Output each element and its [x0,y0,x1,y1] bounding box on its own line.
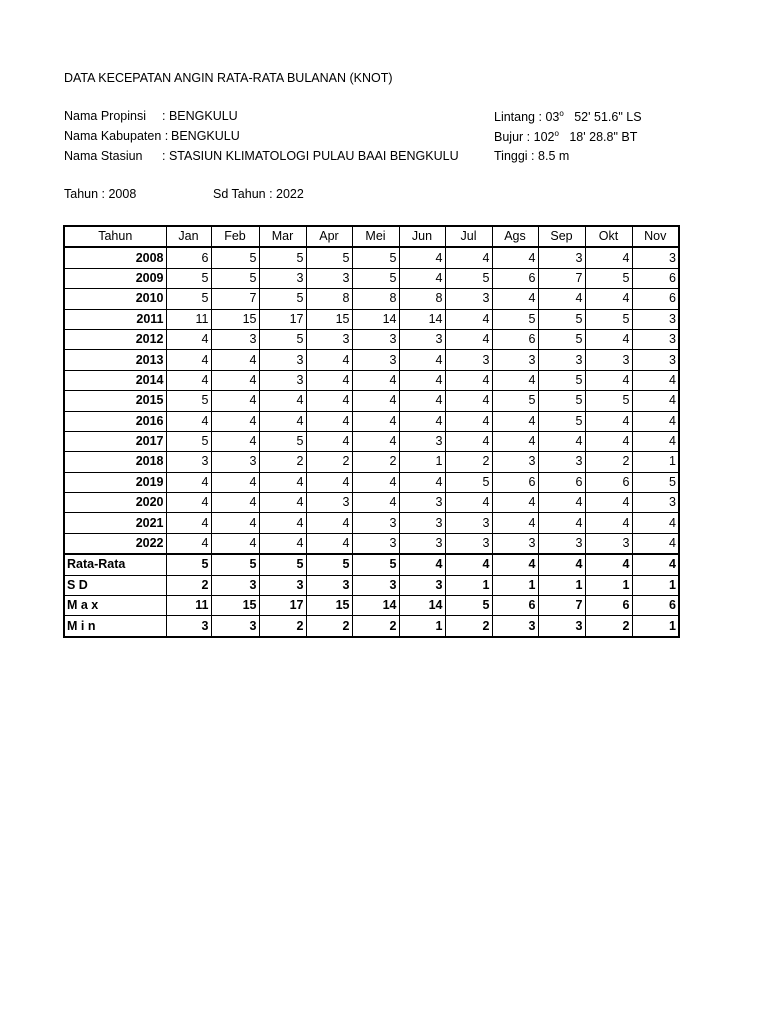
value-cell: 3 [492,533,538,554]
value-cell: 4 [211,411,259,431]
stat-value-cell: 1 [399,616,445,637]
stat-label: M a x [64,596,166,616]
value-cell: 4 [259,391,306,411]
value-cell: 14 [399,309,445,329]
stat-value-cell: 17 [259,596,306,616]
bujur-label: Bujur : [494,130,531,145]
value-cell: 6 [632,268,679,288]
stat-value-cell: 2 [352,616,399,637]
value-cell: 4 [211,431,259,451]
table-row [64,472,679,492]
value-cell: 5 [492,309,538,329]
table-row [64,350,679,370]
stat-value-cell: 4 [632,554,679,575]
column-header-mei: Mei [352,226,399,247]
year-cell: 2010 [64,289,166,309]
column-header-sep: Sep [538,226,585,247]
value-cell: 3 [538,350,585,370]
stat-value-cell: 1 [538,575,585,595]
value-cell: 4 [166,370,211,390]
column-header-jun: Jun [399,226,445,247]
value-cell: 4 [632,370,679,390]
value-cell: 5 [585,391,632,411]
value-cell: 3 [306,329,352,349]
value-cell: 6 [538,472,585,492]
tinggi-label: Tinggi : [494,149,535,163]
table-row [64,533,679,554]
value-cell: 4 [211,513,259,533]
value-cell: 4 [445,493,492,513]
value-cell: 5 [585,268,632,288]
value-cell: 6 [166,247,211,268]
kabupaten-value: BENGKULU [171,129,240,143]
wind-speed-table [63,225,680,638]
table-row [64,452,679,472]
value-cell: 5 [445,268,492,288]
stat-value-cell: 2 [259,616,306,637]
year-cell: 2017 [64,431,166,451]
value-cell: 4 [492,513,538,533]
value-cell: 5 [211,247,259,268]
value-cell: 15 [211,309,259,329]
value-cell: 4 [259,533,306,554]
value-cell: 4 [632,431,679,451]
value-cell: 6 [632,289,679,309]
stat-value-cell: 3 [306,575,352,595]
value-cell: 4 [166,411,211,431]
value-cell: 5 [538,370,585,390]
stat-value-cell: 2 [585,616,632,637]
stat-value-cell: 15 [211,596,259,616]
value-cell: 4 [352,472,399,492]
degree-symbol: o [559,109,564,118]
value-cell: 4 [632,513,679,533]
year-cell: 2014 [64,370,166,390]
value-cell: 4 [492,247,538,268]
year-cell: 2021 [64,513,166,533]
stat-value-cell: 3 [492,616,538,637]
year-cell: 2015 [64,391,166,411]
table-row [64,431,679,451]
value-cell: 5 [585,309,632,329]
table-row [64,309,679,329]
value-cell: 4 [259,493,306,513]
value-cell: 4 [211,533,259,554]
year-cell: 2008 [64,247,166,268]
value-cell: 4 [445,329,492,349]
value-cell: 4 [399,268,445,288]
value-cell: 17 [259,309,306,329]
value-cell: 4 [585,289,632,309]
column-header-nov: Nov [632,226,679,247]
value-cell: 4 [399,391,445,411]
value-cell: 4 [538,431,585,451]
value-cell: 5 [166,391,211,411]
value-cell: 4 [632,391,679,411]
stat-value-cell: 2 [445,616,492,637]
stat-value-cell: 5 [352,554,399,575]
value-cell: 4 [306,472,352,492]
value-cell: 2 [352,452,399,472]
table-row [64,370,679,390]
table-row [64,289,679,309]
stasiun-label: Nama Stasiun [64,149,143,163]
value-cell: 5 [632,472,679,492]
value-cell: 4 [585,247,632,268]
propinsi-row [64,109,238,123]
value-cell: 3 [259,370,306,390]
table-row [64,513,679,533]
stat-value-cell: 5 [445,596,492,616]
stat-row [64,596,679,616]
table-row [64,268,679,288]
stat-value-cell: 4 [585,554,632,575]
column-header-feb: Feb [211,226,259,247]
bujur-rest: 18' 28.8" BT [569,130,638,145]
value-cell: 4 [538,289,585,309]
value-cell: 4 [445,431,492,451]
year-cell: 2022 [64,533,166,554]
value-cell: 3 [632,309,679,329]
stat-value-cell: 2 [306,616,352,637]
value-cell: 4 [585,411,632,431]
value-cell: 5 [259,289,306,309]
value-cell: 4 [492,411,538,431]
value-cell: 4 [306,431,352,451]
stat-value-cell: 4 [492,554,538,575]
year-cell: 2013 [64,350,166,370]
value-cell: 2 [585,452,632,472]
table-row [64,247,679,268]
value-cell: 4 [352,493,399,513]
value-cell: 2 [306,452,352,472]
value-cell: 4 [538,513,585,533]
value-cell: 4 [632,411,679,431]
value-cell: 4 [211,350,259,370]
value-cell: 3 [538,533,585,554]
column-header-okt: Okt [585,226,632,247]
stat-value-cell: 15 [306,596,352,616]
column-header-jul: Jul [445,226,492,247]
value-cell: 3 [399,431,445,451]
value-cell: 4 [492,431,538,451]
stat-value-cell: 3 [399,575,445,595]
tahun-from: Tahun : 2008 [64,187,137,201]
kabupaten-row [64,129,240,143]
value-cell: 4 [585,329,632,349]
value-cell: 5 [492,391,538,411]
value-cell: 5 [259,247,306,268]
value-cell: 6 [492,329,538,349]
degree-symbol: o [554,129,559,138]
stat-value-cell: 1 [492,575,538,595]
value-cell: 8 [306,289,352,309]
propinsi-value: : BENGKULU [162,109,238,123]
value-cell: 4 [399,370,445,390]
column-header-tahun: Tahun [64,226,166,247]
tinggi-row [494,149,569,163]
value-cell: 3 [259,268,306,288]
stat-value-cell: 3 [352,575,399,595]
value-cell: 4 [306,370,352,390]
value-cell: 4 [585,493,632,513]
lintang-rest: 52' 51.6" LS [574,110,642,125]
value-cell: 3 [399,493,445,513]
value-cell: 4 [352,370,399,390]
value-cell: 1 [632,452,679,472]
value-cell: 1 [399,452,445,472]
value-cell: 4 [399,247,445,268]
kabupaten-label: Nama Kabupaten : [64,129,169,143]
value-cell: 4 [211,472,259,492]
value-cell: 3 [306,268,352,288]
value-cell: 4 [492,493,538,513]
stat-value-cell: 6 [585,596,632,616]
propinsi-label: Nama Propinsi [64,109,146,123]
value-cell: 4 [306,350,352,370]
stat-value-cell: 5 [259,554,306,575]
value-cell: 5 [259,329,306,349]
value-cell: 3 [306,493,352,513]
bujur-degree: 102 [533,130,555,145]
value-cell: 4 [306,411,352,431]
value-cell: 3 [538,247,585,268]
stat-value-cell: 14 [352,596,399,616]
value-cell: 5 [445,472,492,492]
value-cell: 3 [492,350,538,370]
value-cell: 3 [445,533,492,554]
value-cell: 3 [211,329,259,349]
value-cell: 2 [445,452,492,472]
stat-row [64,575,679,595]
stat-value-cell: 14 [399,596,445,616]
value-cell: 4 [399,350,445,370]
stat-label: S D [64,575,166,595]
value-cell: 3 [632,329,679,349]
value-cell: 4 [352,411,399,431]
stat-value-cell: 5 [211,554,259,575]
value-cell: 4 [166,533,211,554]
value-cell: 5 [538,391,585,411]
value-cell: 4 [445,411,492,431]
value-cell: 5 [166,268,211,288]
column-header-ags: Ags [492,226,538,247]
year-cell: 2012 [64,329,166,349]
table-row [64,493,679,513]
value-cell: 4 [492,289,538,309]
stat-value-cell: 5 [166,554,211,575]
value-cell: 4 [352,391,399,411]
value-cell: 4 [166,350,211,370]
value-cell: 4 [166,493,211,513]
value-cell: 3 [445,289,492,309]
value-cell: 4 [585,431,632,451]
value-cell: 3 [352,513,399,533]
value-cell: 5 [538,329,585,349]
stat-value-cell: 3 [211,616,259,637]
value-cell: 4 [492,370,538,390]
value-cell: 3 [211,452,259,472]
stat-row [64,616,679,637]
value-cell: 5 [166,289,211,309]
value-cell: 11 [166,309,211,329]
table-header-row [64,226,679,247]
value-cell: 7 [211,289,259,309]
value-cell: 3 [399,513,445,533]
stat-value-cell: 4 [445,554,492,575]
value-cell: 3 [399,329,445,349]
stat-value-cell: 1 [632,575,679,595]
stat-value-cell: 5 [306,554,352,575]
stat-value-cell: 3 [211,575,259,595]
value-cell: 4 [166,513,211,533]
value-cell: 3 [632,247,679,268]
column-header-jan: Jan [166,226,211,247]
value-cell: 3 [166,452,211,472]
value-cell: 6 [492,472,538,492]
column-header-apr: Apr [306,226,352,247]
bujur-row [494,129,637,144]
year-cell: 2016 [64,411,166,431]
stat-value-cell: 6 [492,596,538,616]
value-cell: 3 [632,350,679,370]
value-cell: 4 [166,472,211,492]
value-cell: 4 [259,411,306,431]
value-cell: 4 [306,513,352,533]
value-cell: 4 [538,493,585,513]
value-cell: 3 [585,350,632,370]
value-cell: 8 [399,289,445,309]
value-cell: 5 [211,268,259,288]
value-cell: 3 [445,350,492,370]
value-cell: 4 [585,370,632,390]
value-cell: 5 [306,247,352,268]
stat-value-cell: 7 [538,596,585,616]
value-cell: 4 [445,370,492,390]
table-row [64,329,679,349]
stat-value-cell: 1 [445,575,492,595]
value-cell: 3 [492,452,538,472]
value-cell: 4 [352,431,399,451]
value-cell: 3 [538,452,585,472]
value-cell: 5 [352,247,399,268]
value-cell: 3 [632,493,679,513]
stat-value-cell: 4 [538,554,585,575]
stat-value-cell: 1 [585,575,632,595]
stat-value-cell: 3 [538,616,585,637]
value-cell: 5 [538,309,585,329]
value-cell: 5 [352,268,399,288]
value-cell: 8 [352,289,399,309]
stasiun-row [64,149,459,163]
value-cell: 3 [352,533,399,554]
value-cell: 6 [492,268,538,288]
value-cell: 4 [399,411,445,431]
value-cell: 3 [585,533,632,554]
value-cell: 4 [306,533,352,554]
value-cell: 4 [306,391,352,411]
stat-value-cell: 6 [632,596,679,616]
lintang-label: Lintang : [494,110,542,125]
tinggi-value: 8.5 m [538,149,570,163]
stat-label: Rata-Rata [64,554,166,575]
year-cell: 2020 [64,493,166,513]
value-cell: 6 [585,472,632,492]
value-cell: 3 [352,350,399,370]
value-cell: 4 [632,533,679,554]
value-cell: 14 [352,309,399,329]
year-cell: 2011 [64,309,166,329]
value-cell: 4 [585,513,632,533]
year-cell: 2019 [64,472,166,492]
value-cell: 5 [259,431,306,451]
column-header-mar: Mar [259,226,306,247]
year-cell: 2018 [64,452,166,472]
stat-value-cell: 3 [259,575,306,595]
value-cell: 5 [166,431,211,451]
value-cell: 4 [259,513,306,533]
table-row [64,391,679,411]
value-cell: 3 [352,329,399,349]
value-cell: 3 [399,533,445,554]
stat-value-cell: 4 [399,554,445,575]
value-cell: 15 [306,309,352,329]
table-row [64,411,679,431]
document-title: DATA KECEPATAN ANGIN RATA-RATA BULANAN (KNOT) [64,71,393,85]
value-cell: 4 [211,391,259,411]
value-cell: 4 [445,391,492,411]
tahun-to: Sd Tahun : 2022 [213,187,304,201]
value-cell: 4 [259,472,306,492]
stat-row [64,554,679,575]
stat-value-cell: 3 [166,616,211,637]
year-cell: 2009 [64,268,166,288]
stat-label: M i n [64,616,166,637]
stat-value-cell: 1 [632,616,679,637]
value-cell: 4 [211,493,259,513]
stasiun-value: : STASIUN KLIMATOLOGI PULAU BAAI BENGKULU [162,149,459,163]
value-cell: 4 [445,309,492,329]
value-cell: 7 [538,268,585,288]
stat-value-cell: 2 [166,575,211,595]
value-cell: 5 [538,411,585,431]
value-cell: 4 [211,370,259,390]
value-cell: 4 [399,472,445,492]
lintang-degree: 03 [545,110,560,125]
lintang-row [494,109,642,124]
value-cell: 2 [259,452,306,472]
value-cell: 4 [445,247,492,268]
value-cell: 4 [166,329,211,349]
value-cell: 3 [259,350,306,370]
value-cell: 3 [445,513,492,533]
stat-value-cell: 11 [166,596,211,616]
